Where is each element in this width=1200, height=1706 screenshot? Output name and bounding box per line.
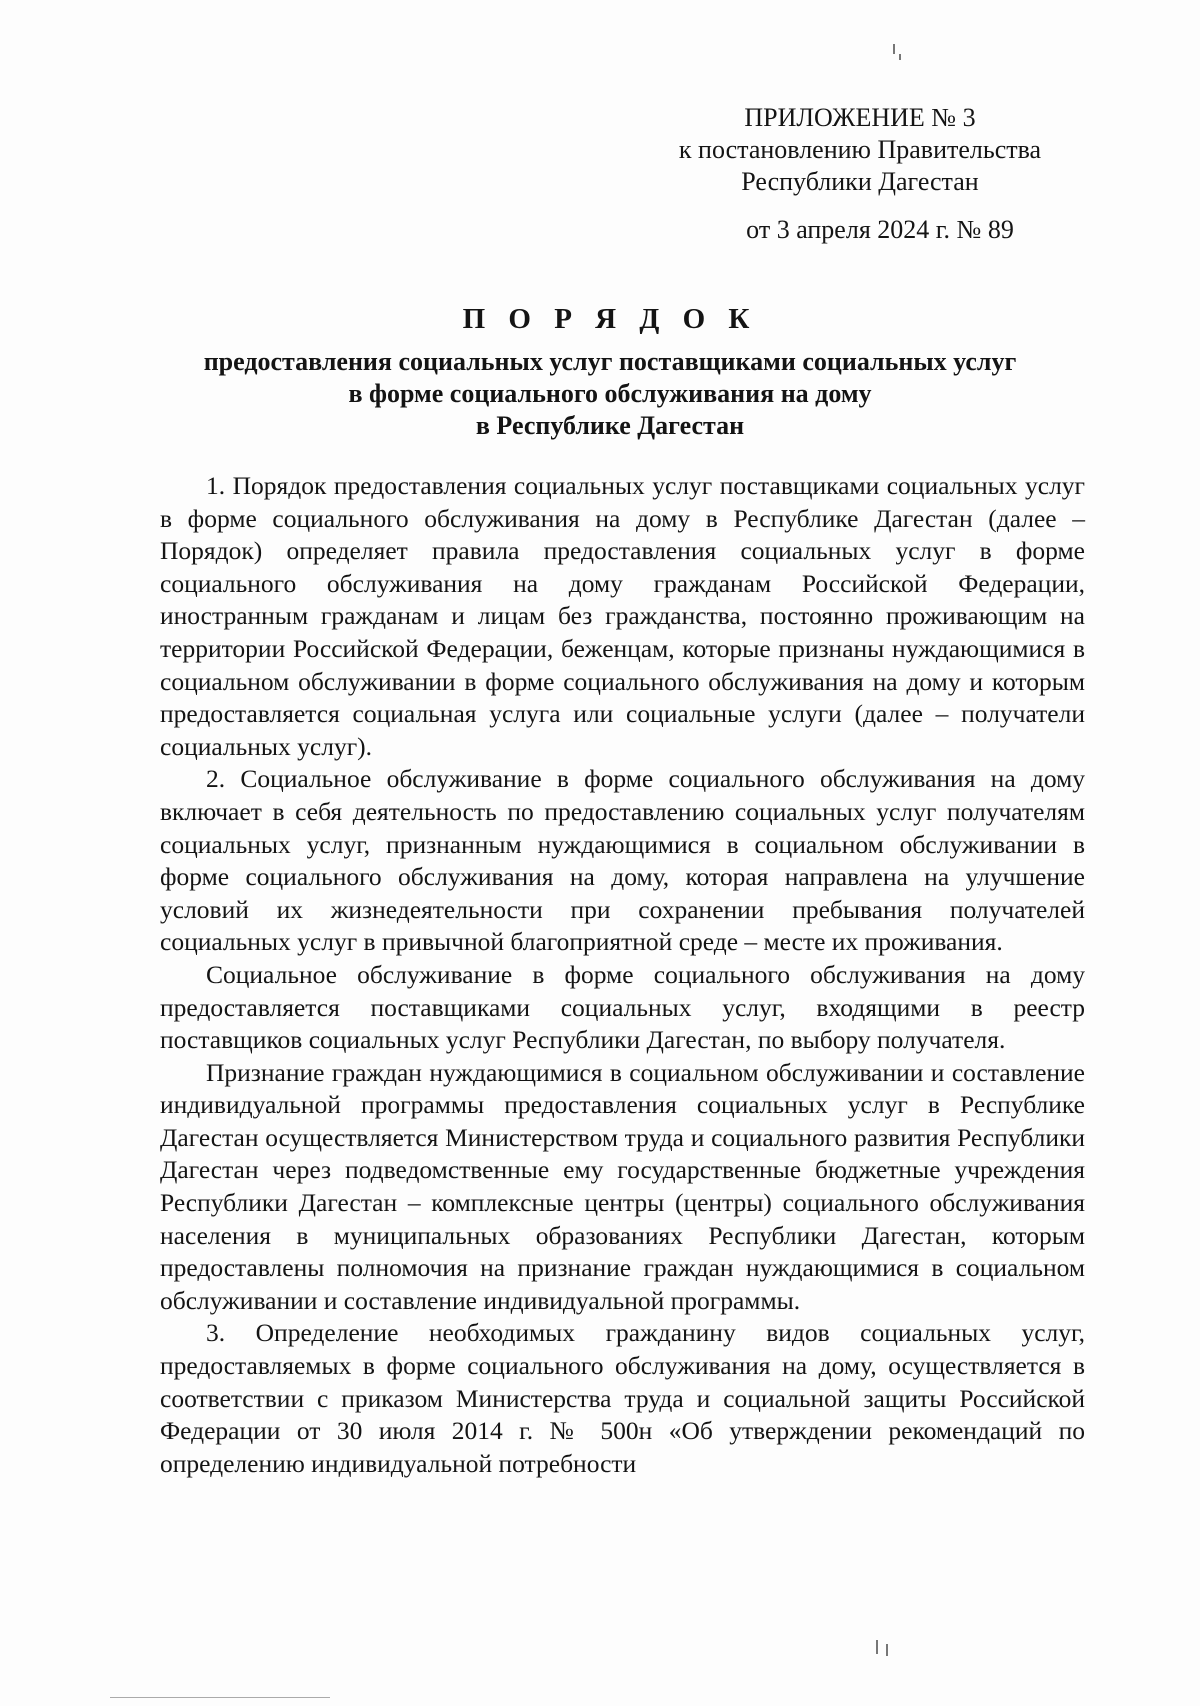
- paragraph-1: 1. Порядок предоставления социальных услуг поставщиками социальных услуг в форме социального обслуживания на дому в Республике Дагестан (далее – Порядок) определяет правила предоставления социальных услуг в форме социального обслуживания на дому гражданам Российской Федерации, иностранным гражданам и лицам без гражданства, постоянно проживающим на территории Российской Федерации, беженцам, которые признаны нуждающимися в социальном обслуживании в форме социального обслуживания на дому и которым предоставляется социальная услуга или социальные услуги (далее – получатели социальных услуг).: [160, 471, 1085, 761]
- paragraph-3: 3. Определение необходимых гражданину видов социальных услуг, предоставляемых в форме социального обслуживания на дому, осуществляется в соответствии с приказом Министерства труда и социальной защиты Российской Федерации от 30 июля 2014 г. № 500н «Об утверждении рекомендаций по определению индивидуальной потребности: [160, 1318, 1085, 1478]
- scan-artifact: [110, 1697, 330, 1698]
- document-subtitle: [150, 346, 1070, 442]
- appendix-date: от 3 апреля 2024 г. № 89: [746, 215, 1014, 244]
- document-body: [160, 470, 1085, 1480]
- paragraph-2: 2. Социальное обслуживание в форме социального обслуживания на дому включает в себя деятельность по предоставлению социальных услуг получателям социальных услуг, признанным нуждающимися в социальном обслуживании в форме социального обслуживания на дому, которая направлена на улучшение условий их жизнедеятельности при сохранении пребывания получателей социальных услуг в привычной благоприятной среде – месте их проживания.: [160, 764, 1085, 957]
- appendix-decree-reference: к постановлению Правительства: [678, 135, 1042, 164]
- scan-artifact: [886, 1644, 888, 1656]
- scan-artifact: [899, 54, 901, 60]
- appendix-header: [640, 102, 1080, 246]
- paragraph-2-provider: Социальное обслуживание в форме социального обслуживания на дому предоставляется поставщиками социальных услуг, входящими в реестр поставщиков социальных услуг Республики Дагестан, по выбору получателя.: [160, 959, 1085, 1055]
- appendix-number: ПРИЛОЖЕНИЕ № 3: [744, 103, 976, 132]
- document-title: П О Р Я Д О К: [462, 303, 758, 335]
- paragraph-2-recognition: Признание граждан нуждающимися в социальном обслуживании и составление индивидуальной программы предоставления социальных услуг в Республике Дагестан осуществляется Министерством труда и социального развития Республики Дагестан через подведомственные ему государственные бюджетные учреждения Республики Дагестан – комплексные центры (центры) социального обслуживания населения в муниципальных образованиях Республики Дагестан, которым предоставлены полномочия на признание граждан нуждающимися в социальном обслуживании и составление индивидуальной программы.: [160, 1057, 1085, 1315]
- subtitle-line: в Республике Дагестан: [475, 411, 745, 440]
- document-title-block: [150, 300, 1070, 442]
- scan-artifact: [876, 1640, 878, 1654]
- scan-artifact: [893, 44, 895, 54]
- subtitle-line: предоставления социальных услуг поставщиками социальных услуг: [203, 347, 1017, 376]
- appendix-region: Республики Дагестан: [741, 167, 979, 196]
- subtitle-line: в форме социального обслуживания на дому: [348, 379, 872, 408]
